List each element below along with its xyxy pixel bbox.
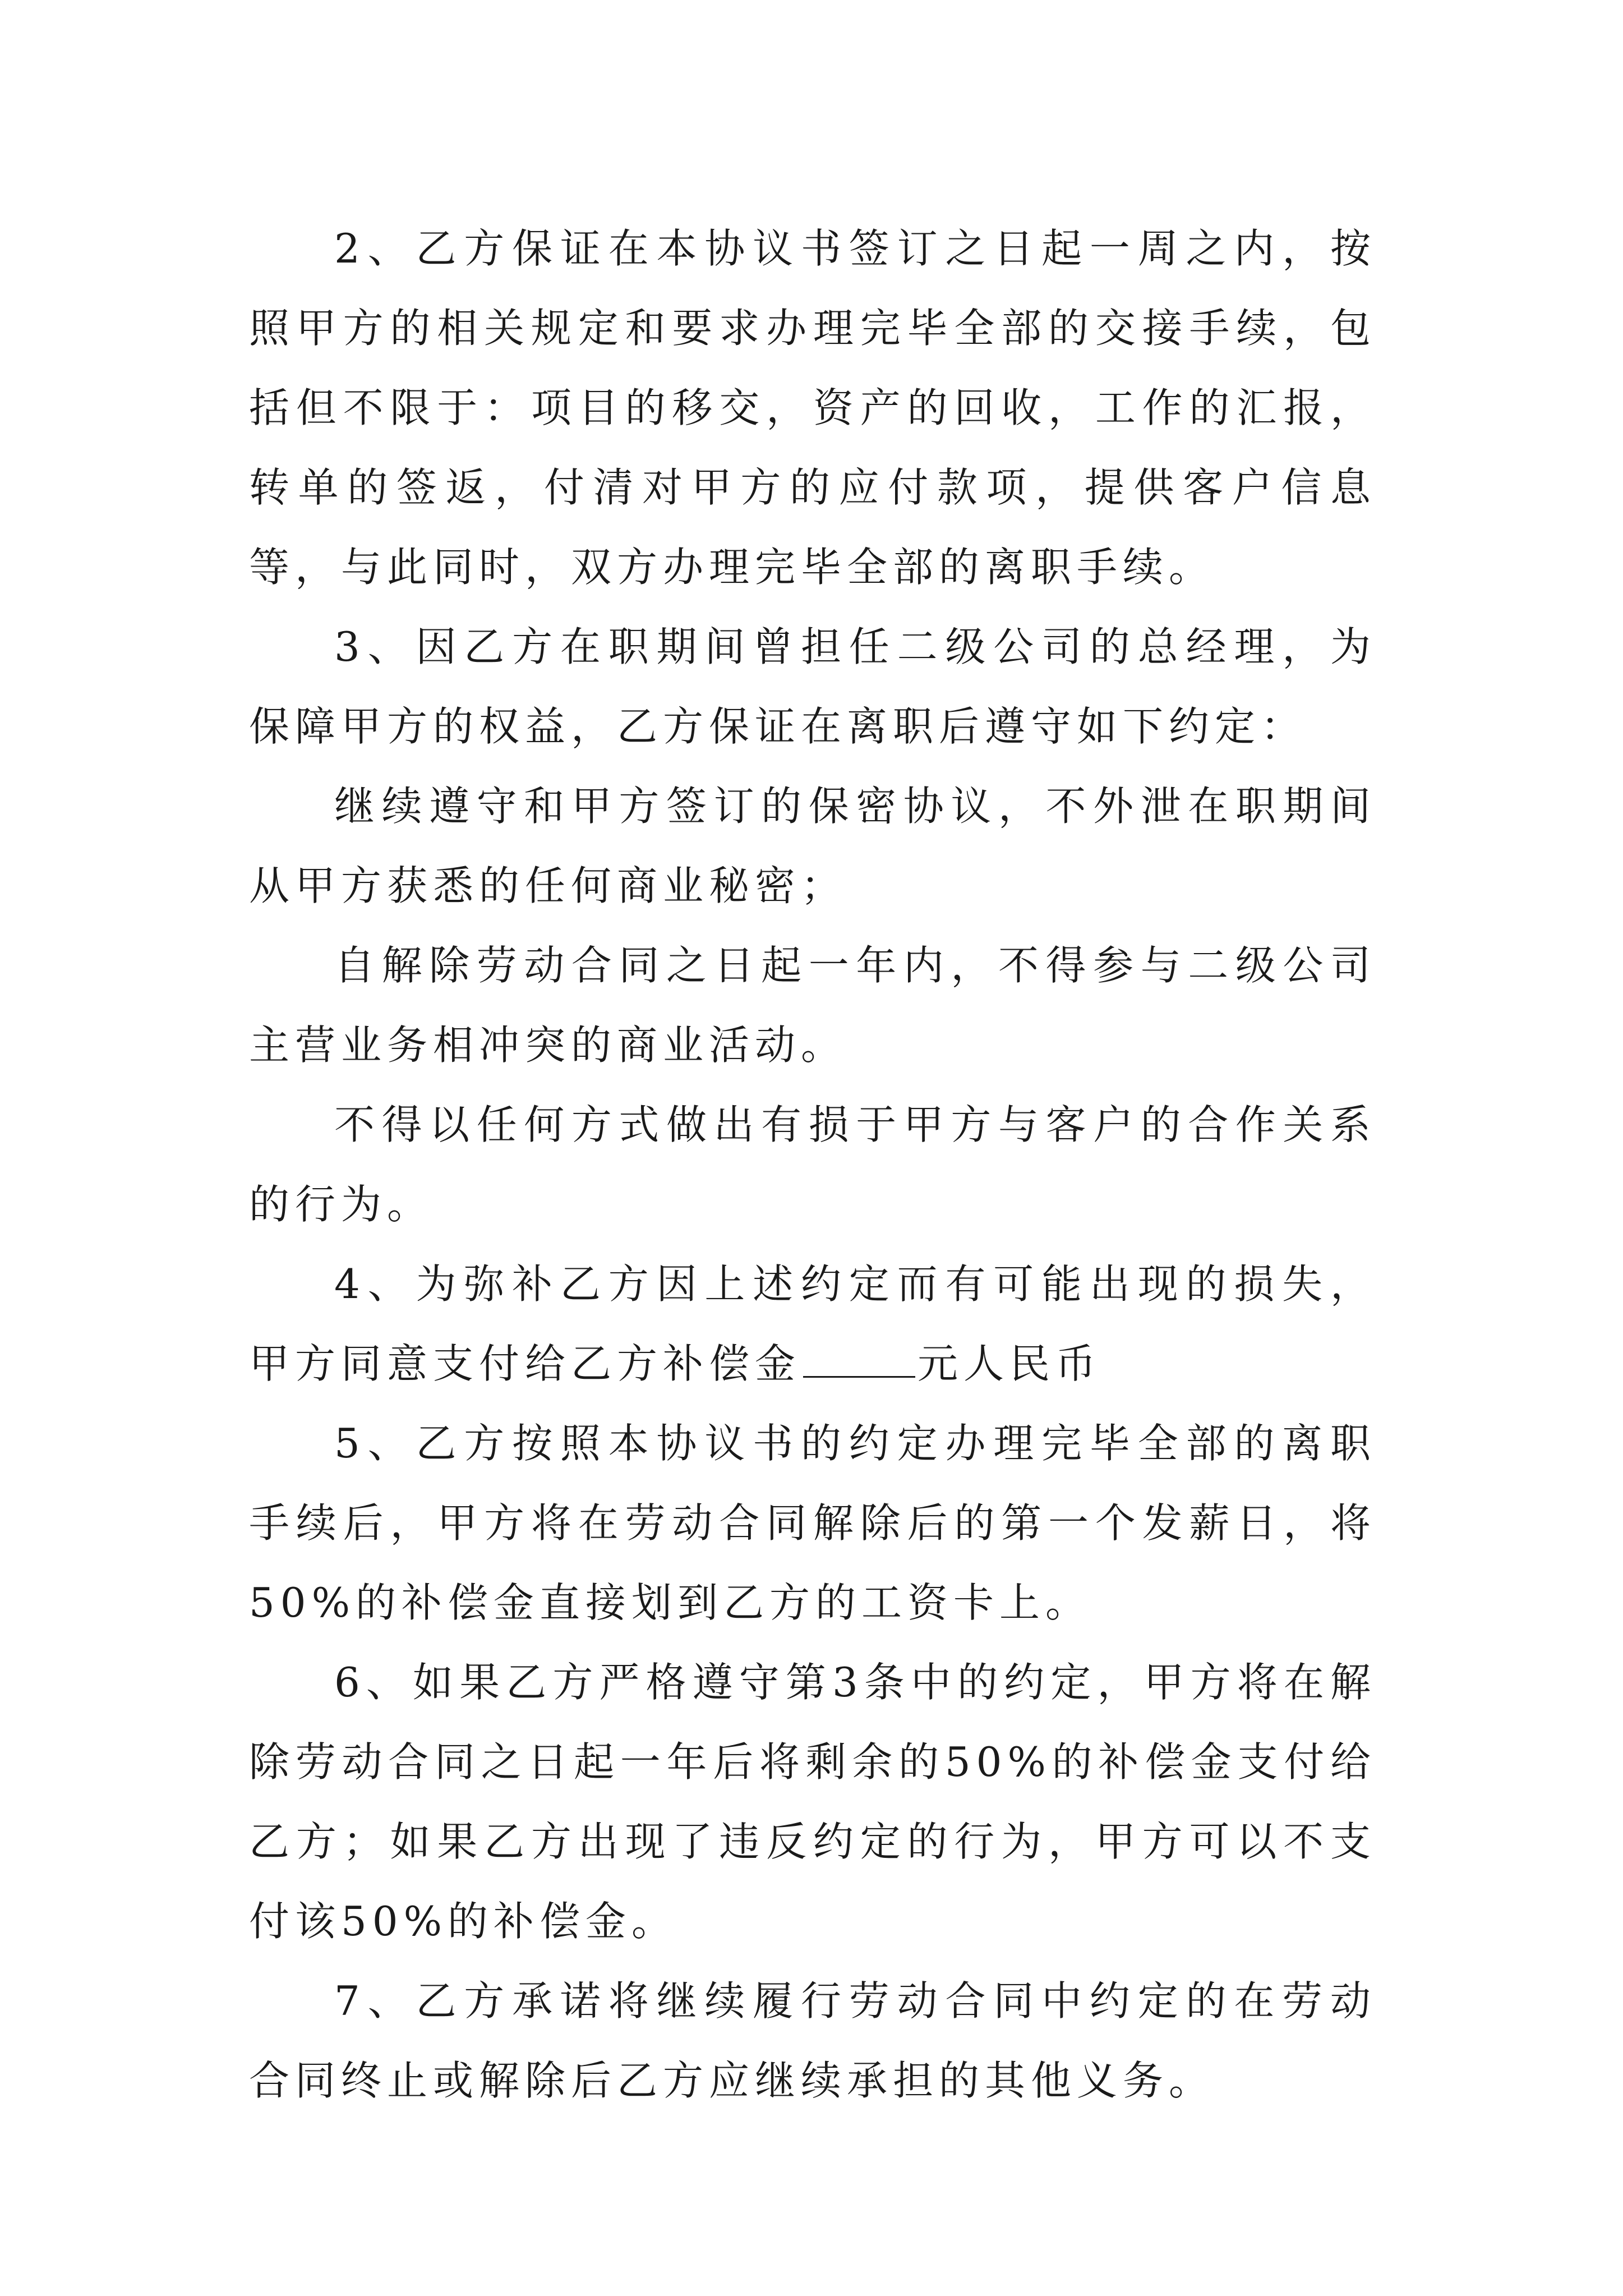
paragraph-clause-7: 7、乙方承诺将继续履行劳动合同中约定的在劳动合同终止或解除后乙方应继续承担的其他义务。 [249,1977,1376,2104]
paragraph-clause-5: 5、乙方按照本协议书的约定办理完毕全部的离职手续后，甲方将在劳动合同解除后的第一个发薪日，将50%的补偿金直接划到乙方的工资卡上。 [249,1420,1376,1626]
clause-4-text: 4、为弥补乙方因上述约定而有可能出现的损失，甲方同意支付给乙方补偿金 [249,1260,1376,1387]
amount-blank-line [803,1337,915,1378]
paragraph-clause-2: 2、乙方保证在本协议书签订之日起一周之内，按照甲方的相关规定和要求办理完毕全部的交接手续，包括但不限于：项目的移交，资产的回收，工作的汇报，转单的签返，付清对甲方的应付款项，提供客户信息等，与此同时，双方办理完毕全部的离职手续。 [249,225,1376,591]
paragraph-clause-6: 6、如果乙方严格遵守第3条中的约定，甲方将在解除劳动合同之日起一年后将剩余的50%的补偿金支付给乙方；如果乙方出现了违反约定的行为，甲方可以不支付该50%的补偿金。 [249,1659,1376,1945]
paragraph-clause-4 [249,1244,1376,1404]
paragraph-non-compete: 自解除劳动合同之日起一年内，不得参与二级公司主营业务相冲突的商业活动。 [249,942,1376,1069]
document-body [249,209,1376,2120]
paragraph-clause-3: 3、因乙方在职期间曾担任二级公司的总经理，为保障甲方的权益，乙方保证在离职后遵守如下约定： [249,623,1376,750]
clause-4-currency: 元人民币 [917,1340,1102,1387]
paragraph-confidentiality: 继续遵守和甲方签订的保密协议，不外泄在职期间从甲方获悉的任何商业秘密； [249,783,1376,909]
paragraph-client-relations: 不得以任何方式做出有损于甲方与客户的合作关系的行为。 [249,1101,1376,1228]
